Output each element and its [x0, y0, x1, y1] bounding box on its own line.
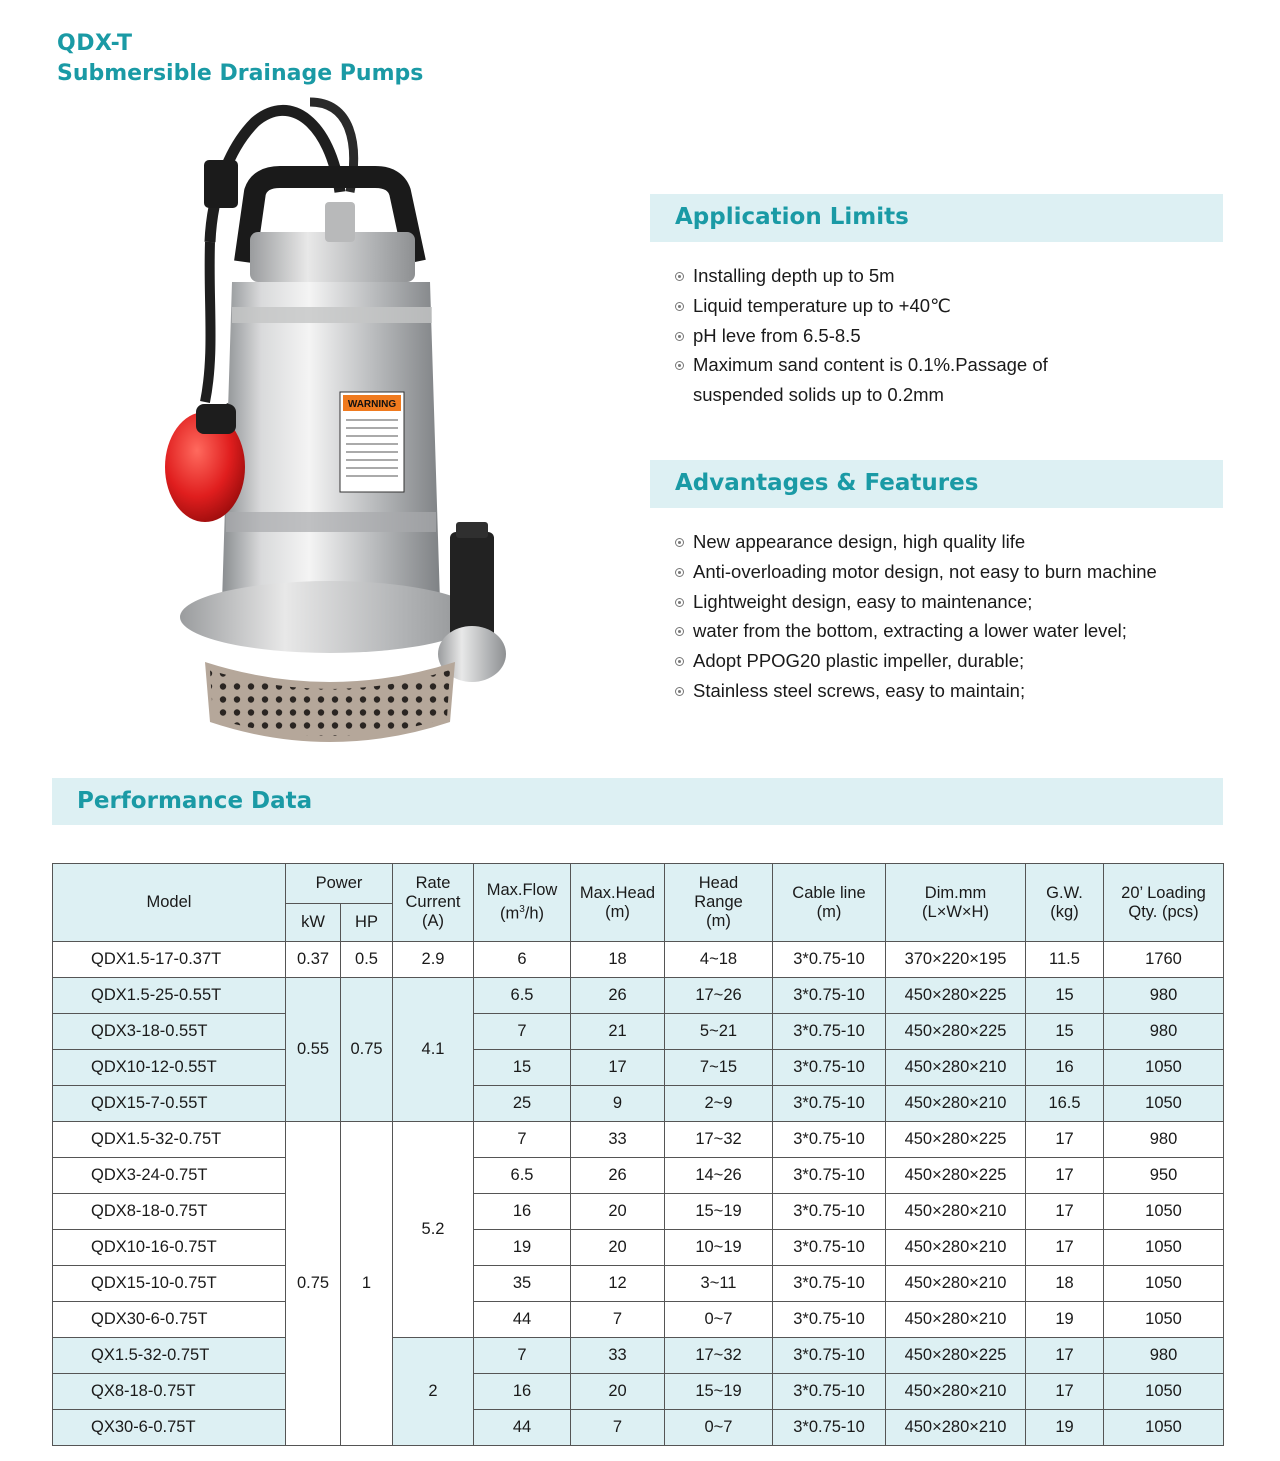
table-row	[53, 1086, 1224, 1122]
table-cell: 1050	[1104, 1194, 1224, 1230]
table-cell: 15	[1026, 978, 1104, 1014]
table-cell: 2.9	[393, 942, 474, 978]
table-cell: 7	[474, 1338, 571, 1374]
table-cell: 1050	[1104, 1266, 1224, 1302]
table-cell: 0.37	[286, 942, 341, 978]
table-cell: 3*0.75-10	[773, 1158, 886, 1194]
table-cell: 7	[571, 1410, 665, 1446]
table-cell: 3*0.75-10	[773, 1050, 886, 1086]
table-cell: 450×280×210	[886, 1230, 1026, 1266]
table-cell: 450×280×210	[886, 1050, 1026, 1086]
table-cell: QDX3-18-0.55T	[53, 1014, 286, 1050]
application-limits-list	[675, 261, 1223, 410]
table-cell: 3*0.75-10	[773, 1266, 886, 1302]
table-row	[53, 1374, 1224, 1410]
table-cell: 14~26	[665, 1158, 773, 1194]
table-cell: 20	[571, 1194, 665, 1230]
table-header-row	[53, 864, 1224, 904]
table-cell: 450×280×225	[886, 1122, 1026, 1158]
table-row	[53, 1266, 1224, 1302]
table-cell: QDX15-10-0.75T	[53, 1266, 286, 1302]
table-cell: QDX1.5-25-0.55T	[53, 978, 286, 1014]
table-cell: 5.2	[393, 1122, 474, 1338]
table-cell: 2~9	[665, 1086, 773, 1122]
table-cell: 19	[474, 1230, 571, 1266]
advantages-heading: Advantages & Features	[675, 470, 979, 496]
col-power: Power	[286, 864, 393, 904]
table-cell: 1050	[1104, 1410, 1224, 1446]
table-cell: 19	[1026, 1302, 1104, 1338]
table-cell: 17	[571, 1050, 665, 1086]
table-cell: 17	[1026, 1374, 1104, 1410]
table-cell: 980	[1104, 1014, 1224, 1050]
table-cell: 6	[474, 942, 571, 978]
table-cell: 15	[1026, 1014, 1104, 1050]
table-cell: QDX10-16-0.75T	[53, 1230, 286, 1266]
product-name: Submersible Drainage Pumps	[57, 61, 424, 86]
table-cell: 19	[1026, 1410, 1104, 1446]
table-cell: 450×280×210	[886, 1194, 1026, 1230]
table-cell: 6.5	[474, 1158, 571, 1194]
table-cell: 17	[1026, 1338, 1104, 1374]
table-cell: 15~19	[665, 1374, 773, 1410]
table-cell: 980	[1104, 1122, 1224, 1158]
table-cell: 20	[571, 1230, 665, 1266]
table-cell: 450×280×210	[886, 1086, 1026, 1122]
bullet-icon	[675, 687, 684, 696]
table-row	[53, 1338, 1224, 1374]
table-cell: 7	[571, 1302, 665, 1338]
list-item: pH leve from 6.5-8.5	[675, 321, 1223, 351]
table-cell: 33	[571, 1122, 665, 1158]
bullet-icon	[675, 332, 684, 341]
table-cell: 450×280×225	[886, 1158, 1026, 1194]
table-cell: 15~19	[665, 1194, 773, 1230]
bullet-icon	[675, 272, 684, 281]
table-cell: 1050	[1104, 1374, 1224, 1410]
table-cell: 26	[571, 1158, 665, 1194]
advantages-header	[650, 460, 1223, 508]
table-cell: QDX30-6-0.75T	[53, 1302, 286, 1338]
table-cell: 1050	[1104, 1050, 1224, 1086]
table-cell: 26	[571, 978, 665, 1014]
table-cell: 0.75	[341, 978, 393, 1122]
col-cable-line: Cable line (m)	[773, 864, 886, 942]
pump-product-image	[160, 82, 560, 752]
table-cell: 3*0.75-10	[773, 1086, 886, 1122]
col-model: Model	[53, 864, 286, 942]
table-cell: 3*0.75-10	[773, 1410, 886, 1446]
table-cell: QX8-18-0.75T	[53, 1374, 286, 1410]
table-cell: 17	[1026, 1122, 1104, 1158]
table-cell: 11.5	[1026, 942, 1104, 978]
col-hp: HP	[341, 904, 393, 942]
table-cell: 16	[1026, 1050, 1104, 1086]
bullet-icon	[675, 627, 684, 636]
table-cell: QX30-6-0.75T	[53, 1410, 286, 1446]
col-gw: G.W. (kg)	[1026, 864, 1104, 942]
bullet-icon	[675, 538, 684, 547]
table-cell: 18	[1026, 1266, 1104, 1302]
table-row	[53, 1014, 1224, 1050]
table-cell: 3*0.75-10	[773, 1302, 886, 1338]
col-rate-current: Rate Current (A)	[393, 864, 474, 942]
table-cell: 3*0.75-10	[773, 1338, 886, 1374]
table-cell: QDX15-7-0.55T	[53, 1086, 286, 1122]
table-cell: 35	[474, 1266, 571, 1302]
table-cell: 450×280×225	[886, 1014, 1026, 1050]
table-cell: 16	[474, 1374, 571, 1410]
table-cell: 4.1	[393, 978, 474, 1122]
list-item: Lightweight design, easy to maintenance;	[675, 587, 1223, 617]
bullet-icon	[675, 657, 684, 666]
table-cell: 16	[474, 1194, 571, 1230]
table-cell: 450×280×210	[886, 1410, 1026, 1446]
col-dim: Dim.mm (L×W×H)	[886, 864, 1026, 942]
table-cell: 1050	[1104, 1302, 1224, 1338]
bullet-icon	[675, 361, 684, 370]
list-item: Liquid temperature up to +40℃	[675, 291, 1223, 321]
table-cell: 450×280×210	[886, 1266, 1026, 1302]
table-cell: QDX10-12-0.55T	[53, 1050, 286, 1086]
table-row	[53, 1122, 1224, 1158]
table-cell: 1	[341, 1122, 393, 1446]
col-max-head: Max.Head (m)	[571, 864, 665, 942]
col-loading: 20’ Loading Qty. (pcs)	[1104, 864, 1224, 942]
list-item-continuation: suspended solids up to 0.2mm	[693, 384, 944, 406]
table-cell: 1050	[1104, 1086, 1224, 1122]
table-cell: QDX3-24-0.75T	[53, 1158, 286, 1194]
table-cell: 3~11	[665, 1266, 773, 1302]
table-row	[53, 1230, 1224, 1266]
performance-header	[52, 778, 1223, 825]
table-cell: 450×280×210	[886, 1374, 1026, 1410]
table-cell: 25	[474, 1086, 571, 1122]
page-title	[57, 30, 423, 90]
table-cell: 9	[571, 1086, 665, 1122]
model-code: QDX-T	[57, 31, 133, 56]
list-item: Adopt PPOG20 plastic impeller, durable;	[675, 646, 1223, 676]
table-cell: 7~15	[665, 1050, 773, 1086]
table-row	[53, 1194, 1224, 1230]
table-cell: 12	[571, 1266, 665, 1302]
application-limits-header	[650, 194, 1223, 242]
table-cell: 4~18	[665, 942, 773, 978]
table-cell: 15	[474, 1050, 571, 1086]
list-item: Stainless steel screws, easy to maintain;	[675, 676, 1223, 706]
performance-table	[52, 863, 1224, 1446]
table-row	[53, 942, 1224, 978]
col-max-flow: Max.Flow $(m^3/h)$	[474, 864, 571, 942]
table-row	[53, 1302, 1224, 1338]
table-cell: 17~32	[665, 1338, 773, 1374]
table-cell: 3*0.75-10	[773, 978, 886, 1014]
table-cell: 7	[474, 1122, 571, 1158]
table-cell: 450×280×225	[886, 978, 1026, 1014]
table-cell: 1760	[1104, 942, 1224, 978]
table-cell: 0.55	[286, 978, 341, 1122]
table-cell: 950	[1104, 1158, 1224, 1194]
table-cell: 18	[571, 942, 665, 978]
list-item: Anti-overloading motor design, not easy to burn machine	[675, 557, 1223, 587]
table-cell: 17	[1026, 1158, 1104, 1194]
table-cell: 20	[571, 1374, 665, 1410]
table-cell: 370×220×195	[886, 942, 1026, 978]
table-cell: 17	[1026, 1194, 1104, 1230]
table-cell: 0.75	[286, 1122, 341, 1446]
table-cell: 33	[571, 1338, 665, 1374]
table-cell: 16.5	[1026, 1086, 1104, 1122]
table-cell: 6.5	[474, 978, 571, 1014]
table-cell: 21	[571, 1014, 665, 1050]
table-row	[53, 1410, 1224, 1446]
advantages-list	[675, 527, 1223, 706]
table-cell: QDX8-18-0.75T	[53, 1194, 286, 1230]
bullet-icon	[675, 598, 684, 607]
warning-label-text: WARNING	[347, 399, 397, 410]
table-cell: QX1.5-32-0.75T	[53, 1338, 286, 1374]
list-item: Maximum sand content is 0.1%.Passage of	[675, 350, 1223, 380]
table-cell: 0~7	[665, 1410, 773, 1446]
table-cell: 450×280×210	[886, 1302, 1026, 1338]
table-row	[53, 978, 1224, 1014]
table-cell: 17	[1026, 1230, 1104, 1266]
application-limits-heading: Application Limits	[675, 204, 909, 230]
col-kw: kW	[286, 904, 341, 942]
table-cell: 0.5	[341, 942, 393, 978]
bullet-icon	[675, 568, 684, 577]
table-cell: 3*0.75-10	[773, 1122, 886, 1158]
table-row	[53, 1050, 1224, 1086]
table-cell: QDX1.5-32-0.75T	[53, 1122, 286, 1158]
table-cell: 0~7	[665, 1302, 773, 1338]
list-item: water from the bottom, extracting a lower water level;	[675, 616, 1223, 646]
table-cell: 3*0.75-10	[773, 942, 886, 978]
table-cell: 44	[474, 1302, 571, 1338]
table-cell: 17~32	[665, 1122, 773, 1158]
performance-heading: Performance Data	[77, 788, 313, 814]
table-cell: 980	[1104, 978, 1224, 1014]
table-cell: 980	[1104, 1338, 1224, 1374]
list-item: New appearance design, high quality life	[675, 527, 1223, 557]
col-head-range: Head Range (m)	[665, 864, 773, 942]
table-cell: 10~19	[665, 1230, 773, 1266]
table-cell: 7	[474, 1014, 571, 1050]
table-cell: 3*0.75-10	[773, 1194, 886, 1230]
table-cell: QDX1.5-17-0.37T	[53, 942, 286, 978]
table-cell: 3*0.75-10	[773, 1230, 886, 1266]
bullet-icon	[675, 302, 684, 311]
table-cell: 2	[393, 1338, 474, 1446]
table-cell: 450×280×225	[886, 1338, 1026, 1374]
table-row	[53, 1158, 1224, 1194]
table-cell: 44	[474, 1410, 571, 1446]
table-cell: 3*0.75-10	[773, 1014, 886, 1050]
table-cell: 5~21	[665, 1014, 773, 1050]
list-item: Installing depth up to 5m	[675, 261, 1223, 291]
table-cell: 1050	[1104, 1230, 1224, 1266]
table-cell: 3*0.75-10	[773, 1374, 886, 1410]
table-cell: 17~26	[665, 978, 773, 1014]
